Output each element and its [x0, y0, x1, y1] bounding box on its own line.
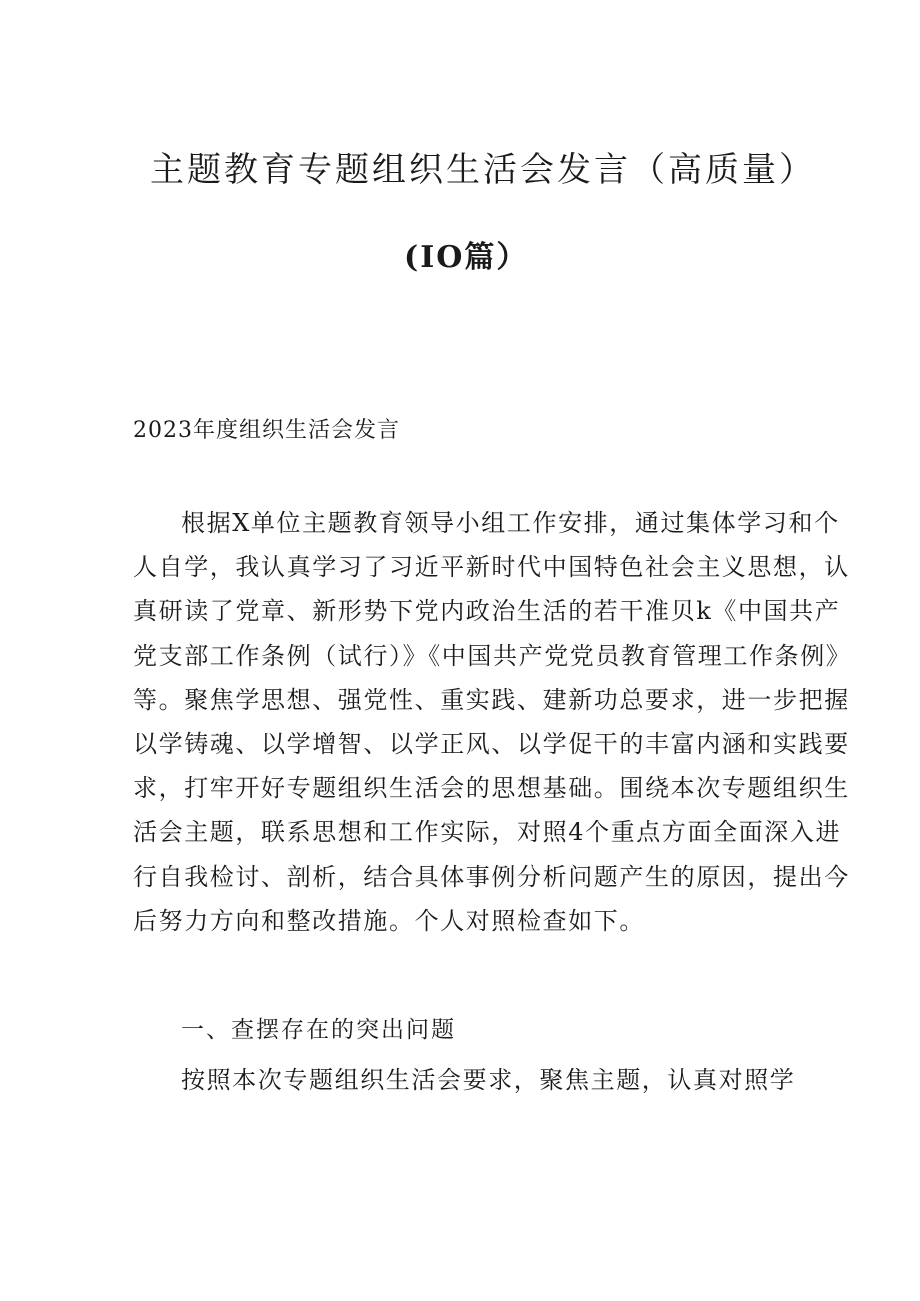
paragraph-line: 真研读了党章、新形势下党内政治生活的若干准贝k《中国共产: [133, 597, 841, 626]
paragraph-line: 等。聚焦学思想、强党性、重实践、建新功总要求，进一步把握: [133, 685, 850, 714]
paragraph-line: 以学铸魂、以学增智、以学正风、以学促干的丰富内涵和实践要: [133, 730, 850, 759]
document-title: 主题教育专题组织生活会发言（高质量）: [150, 150, 816, 190]
section-paragraph: 按照本次专题组织生活会要求，聚焦主题，认真对照学: [181, 1066, 796, 1094]
paragraph-line: 求，打牢开好专题组织生活会的思想基础。围绕本次专题组织生: [133, 774, 850, 803]
document-subtitle: 2023年度组织生活会发言: [133, 418, 400, 443]
intro-paragraph: [133, 501, 852, 943]
paragraph-line: 人自学，我认真学习了习近平新时代中国特色社会主义思想，认: [133, 553, 850, 582]
paragraph-line: 行自我检讨、剖析，结合具体事例分析问题产生的原因，提出今: [133, 862, 850, 891]
document-title-count: (IO篇）: [404, 240, 529, 275]
paragraph-line: 根据X单位主题教育领导小组工作安排，通过集体学习和个: [181, 509, 840, 537]
paragraph-line: 党支部工作条例（试行）》《中国共产党党员教育管理工作条例》: [133, 641, 852, 670]
paragraph-line: 后努力方向和整改措施。个人对照检查如下。: [133, 906, 645, 935]
paragraph-line: 活会主题，联系思想和工作实际，对照4个重点方面全面深入进: [133, 818, 842, 847]
section-heading: 一、查摆存在的突出问题: [181, 1017, 456, 1043]
